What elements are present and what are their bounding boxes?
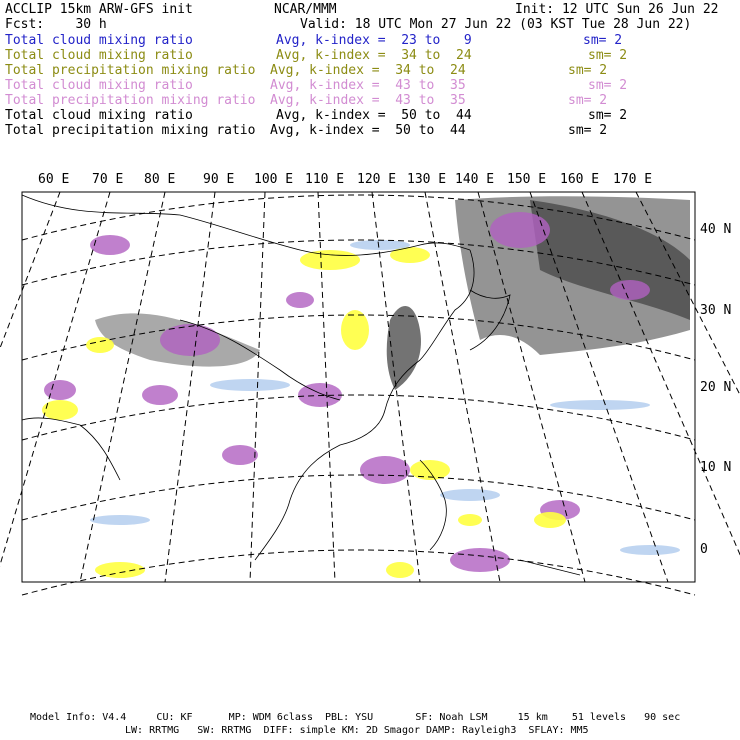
- legend-avg: Avg, k-index = 34 to 24: [270, 63, 466, 78]
- legend-avg: Avg, k-index = 43 to 35: [270, 78, 466, 93]
- valid-time: Valid: 18 UTC Mon 27 Jun 22 (03 KST Tue 28 Jun 22): [300, 17, 692, 32]
- precip-patch: [142, 385, 178, 405]
- lon-label: 110 E: [305, 172, 345, 187]
- lon-label: 60 E: [38, 172, 70, 187]
- legend-avg: Avg, k-index = 34 to 24: [276, 48, 472, 63]
- cloud-patch-yellow: [386, 562, 414, 578]
- lon-label: 80 E: [144, 172, 176, 187]
- legend-avg: Avg, k-index = 43 to 35: [270, 93, 466, 108]
- cloud-patch-yellow: [300, 250, 360, 270]
- legend-avg: Avg, k-index = 50 to 44: [276, 108, 472, 123]
- lon-label: 170 E: [613, 172, 653, 187]
- lat-label: 10 N: [700, 460, 732, 475]
- model-info-line1: Model Info: V4.4 CU: KF MP: WDM 6class PBL: YSU SF: Noah LSM 15 km 51 levels 90 sec: [30, 712, 681, 723]
- cloud-patch-blue: [440, 489, 500, 501]
- legend-sm: sm= 2: [588, 48, 628, 63]
- cloud-patch-yellow: [390, 247, 430, 263]
- lon-label: 70 E: [92, 172, 124, 187]
- lon-label: 100 E: [254, 172, 294, 187]
- cloud-patch-blue: [210, 379, 290, 391]
- legend-avg: Avg, k-index = 50 to 44: [270, 123, 466, 138]
- precip-patch: [286, 292, 314, 308]
- legend-sm: sm= 2: [588, 108, 628, 123]
- lon-label: 140 E: [455, 172, 495, 187]
- cloud-patch-blue: [550, 400, 650, 410]
- lon-label: 90 E: [203, 172, 235, 187]
- precip-patch: [450, 548, 510, 572]
- cloud-patch-blue: [90, 515, 150, 525]
- precip-patch: [298, 383, 342, 407]
- org-label: NCAR/MMM: [274, 2, 337, 17]
- legend-avg: Avg, k-index = 23 to 9: [276, 33, 472, 48]
- cloud-patch-yellow: [534, 512, 566, 528]
- legend-sm: sm= 2: [568, 123, 608, 138]
- legend-field: Total precipitation mixing ratio: [5, 123, 256, 138]
- precip-patch: [360, 456, 410, 484]
- legend-field: Total precipitation mixing ratio: [5, 63, 256, 78]
- precip-patch: [490, 212, 550, 248]
- legend-sm: sm= 2: [568, 93, 608, 108]
- init-time: Init: 12 UTC Sun 26 Jun 22: [515, 2, 719, 17]
- legend-sm: sm= 2: [588, 78, 628, 93]
- legend-field: Total cloud mixing ratio: [5, 48, 193, 63]
- lon-label: 160 E: [560, 172, 600, 187]
- model-info-line2: LW: RRTMG SW: RRTMG DIFF: simple KM: 2D Smagor DAMP: Rayleigh3 SFLAY: MM5: [125, 725, 589, 736]
- cloud-patch-blue: [350, 240, 410, 250]
- legend-sm: sm= 2: [568, 63, 608, 78]
- forecast-hour: Fcst: 30 h: [5, 17, 107, 32]
- precip-patch: [222, 445, 258, 465]
- cloud-patch-yellow: [341, 310, 369, 350]
- legend-field: Total cloud mixing ratio: [5, 108, 193, 123]
- precip-patch: [610, 280, 650, 300]
- cloud-patch-yellow: [458, 514, 482, 526]
- lat-label: 30 N: [700, 303, 732, 318]
- lat-label: 40 N: [700, 222, 732, 237]
- precip-patch: [90, 235, 130, 255]
- legend-field: Total cloud mixing ratio: [5, 78, 193, 93]
- lon-label: 130 E: [407, 172, 447, 187]
- legend-field: Total cloud mixing ratio: [5, 33, 193, 48]
- lat-label: 0: [700, 542, 708, 557]
- legend-sm: sm= 2: [583, 33, 623, 48]
- cloud-patch-blue: [620, 545, 680, 555]
- lon-label: 150 E: [507, 172, 547, 187]
- lat-label: 20 N: [700, 380, 732, 395]
- legend-field: Total precipitation mixing ratio: [5, 93, 256, 108]
- lon-label: 120 E: [357, 172, 397, 187]
- plot-title: ACCLIP 15km ARW-GFS init: [5, 2, 193, 17]
- precip-patch: [44, 380, 76, 400]
